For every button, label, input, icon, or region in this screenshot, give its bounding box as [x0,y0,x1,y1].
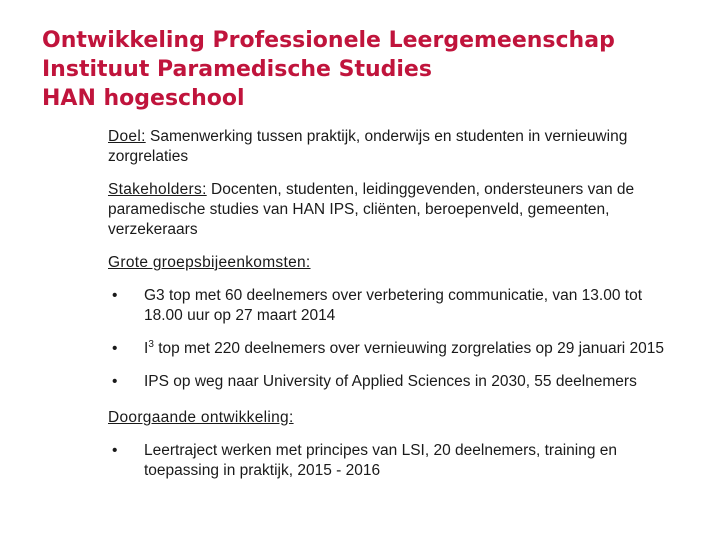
grote-list [108,286,668,392]
stakeholders-text: Docenten, studenten, leidinggevenden, ondersteuners van de paramedische studies van HAN IPS, cliënten, beroepenveld, gemeenten, verzekeraars [108,181,635,238]
bullet-icon: • [112,442,118,459]
item-text: IPS op weg naar University of Applied Sciences in 2030, 55 deelnemers [144,373,637,390]
list-item [108,286,668,326]
list-item [108,339,668,359]
item-text: Leertraject werken met principes van LSI, 20 deelnemers, training en toepassing in praktijk, 2015 - 2016 [144,442,617,479]
doel-paragraph [108,127,668,167]
doorgaande-list [108,441,668,481]
slide-content [108,127,668,497]
item-prefix: G3 [144,287,165,304]
list-item [108,372,668,392]
stakeholders-paragraph [108,180,668,240]
bullet-icon: • [112,373,118,390]
item-prefix: I [144,340,149,357]
grote-heading: Grote groepsbijeenkomsten: [108,254,311,271]
doel-text: Samenwerking tussen praktijk, onderwijs en studenten in vernieuwing zorgrelaties [108,128,628,165]
item-superscript: 3 [148,338,154,350]
item-text: top met 220 deelnemers over vernieuwing zorgrelaties op 29 januari 2015 [158,340,664,357]
title-line-2: Instituut Paramedische Studies [42,57,432,82]
stakeholders-label: Stakeholders: [108,181,207,198]
bullet-icon: • [112,340,118,357]
list-item [108,441,668,481]
title-line-1: Ontwikkeling Professionele Leergemeenschap [42,28,615,53]
doel-label: Doel: [108,128,146,145]
item-text: top met 60 deelnemers over verbetering communicatie, van 13.00 tot 18.00 uur op 27 maart 2014 [144,287,643,324]
doorgaande-heading: Doorgaande ontwikkeling: [108,409,294,426]
page-title [42,26,702,113]
title-line-3: HAN hogeschool [42,86,245,111]
bullet-icon: • [112,287,118,304]
